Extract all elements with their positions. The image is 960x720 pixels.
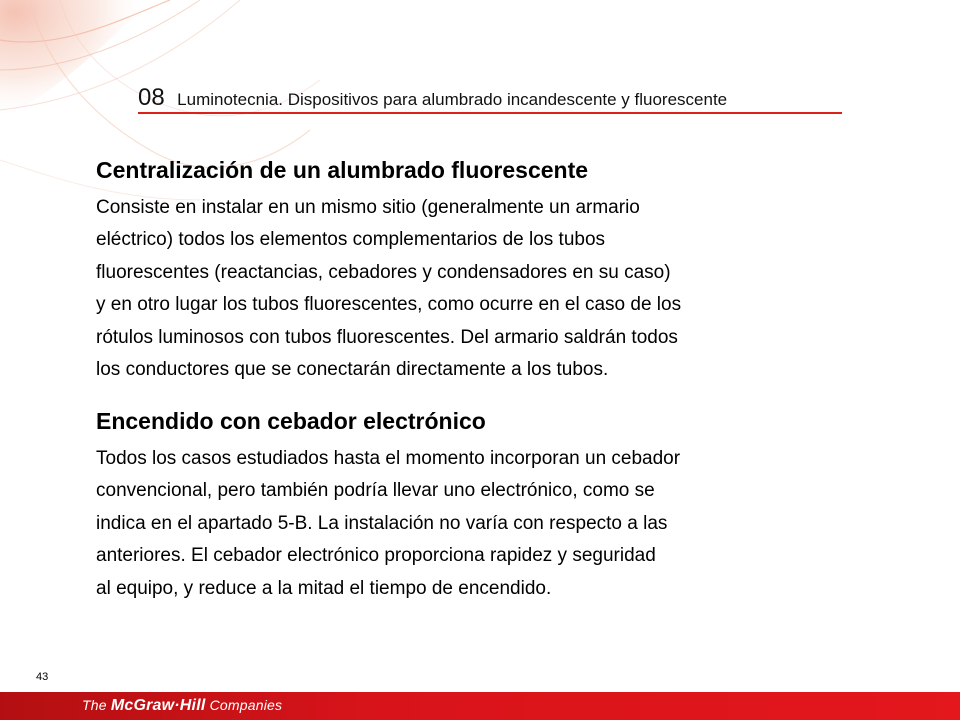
body-line: indica en el apartado 5-B. La instalación no varía con respecto a las xyxy=(96,512,668,534)
body-line: Consiste en instalar en un mismo sitio (generalmente un armario xyxy=(96,197,640,218)
page-number: 43 xyxy=(36,671,49,683)
chapter-number: 08 xyxy=(138,84,165,111)
body-line: fluorescentes (reactancias, cebadores y condensadores en su caso) xyxy=(96,261,671,283)
logo-brand: McGraw·Hill xyxy=(110,697,206,714)
section-heading: Encendido con cebador electrónico xyxy=(96,408,486,434)
body-line: al equipo, y reduce a la mitad el tiempo de encendido. xyxy=(96,577,552,599)
logo-prefix: The xyxy=(82,697,107,713)
body-line: rótulos luminosos con tubos fluorescentes. Del armario saldrán todos xyxy=(96,326,678,348)
header-rule xyxy=(138,112,842,114)
body-line: los conductores que se conectarán directamente a los tubos. xyxy=(96,359,609,381)
chapter-title: Luminotecnia. Dispositivos para alumbrado incandescente y fluorescente xyxy=(177,90,728,109)
body-line: anteriores. El cebador electrónico proporciona rapidez y seguridad xyxy=(96,545,656,567)
logo-suffix: Companies xyxy=(209,697,283,713)
section-centralization xyxy=(96,156,856,386)
section-body xyxy=(96,192,856,386)
footer-bar xyxy=(0,692,960,720)
body-line: Todos los casos estudiados hasta el momento incorporan un cebador xyxy=(96,448,681,469)
section-electronic-starter xyxy=(96,407,856,605)
publisher-logo xyxy=(82,697,282,715)
chapter-header xyxy=(138,84,842,112)
body-line: eléctrico) todos los elementos complementarios de los tubos xyxy=(96,229,606,251)
section-heading: Centralización de un alumbrado fluorescente xyxy=(96,157,589,183)
body-line: y en otro lugar los tubos fluorescentes, como ocurre en el caso de los xyxy=(96,294,682,316)
section-body xyxy=(96,443,856,605)
body-line: convencional, pero también podría llevar uno electrónico, como se xyxy=(96,480,655,502)
